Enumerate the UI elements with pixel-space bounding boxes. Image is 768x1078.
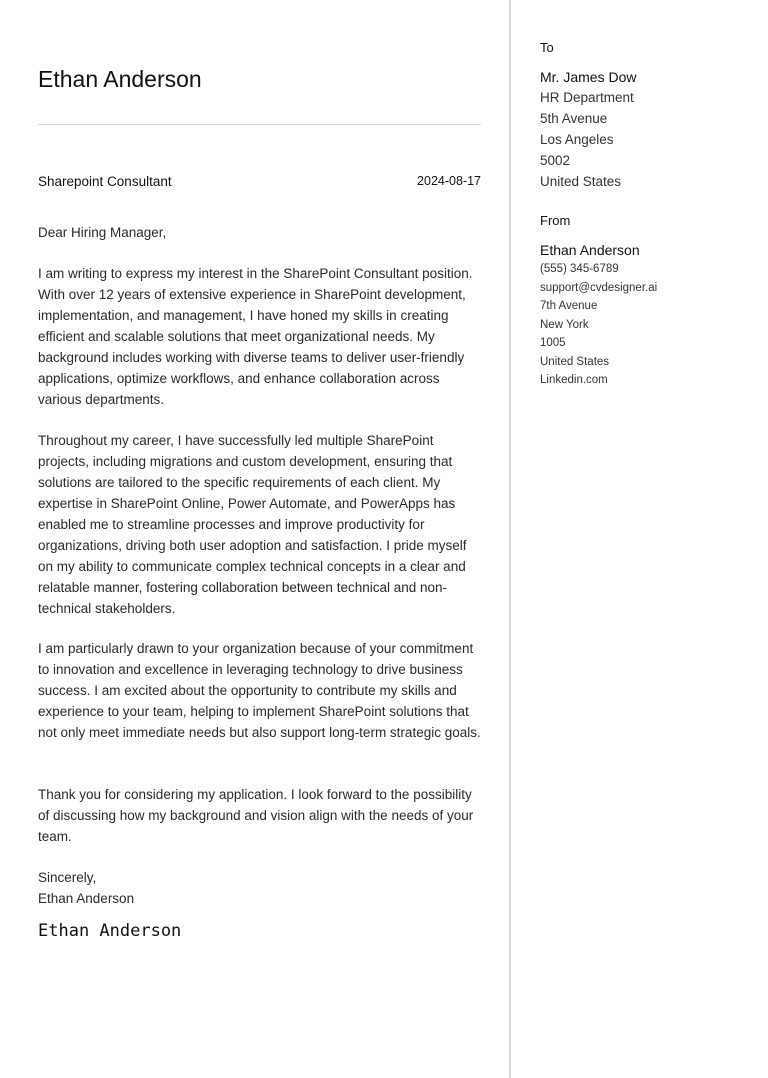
signature: Ethan Anderson bbox=[38, 921, 182, 941]
from-zip: 1005 bbox=[540, 337, 566, 349]
recipient-city: Los Angeles bbox=[540, 132, 614, 147]
recipient-department: HR Department bbox=[540, 90, 634, 105]
paragraph-1: I am writing to express my interest in the SharePoint Consultant position. With over 12 years of extensive experience in SharePoint development, implementation, and management, I have honed my skills in creating efficient and scalable solutions that meet organizational needs. My background includes working with diverse teams to deliver user-friendly applications, optimize workflows, and enhance collaboration across various departments. bbox=[38, 266, 473, 407]
paragraph-2: Throughout my career, I have successfully led multiple SharePoint projects, including migrations and custom development, ensuring that solutions are tailored to the specific requirements of each client. My expertise in SharePoint Online, Power Automate, and PowerApps has enabled me to streamline processes and improve productivity for organizations, driving both user adoption and satisfaction. I pride myself on my ability to communicate complex technical concepts in a clear and relatable manner, fostering collaboration between technical and non-technical stakeholders. bbox=[38, 433, 467, 616]
letter-date: 2024-08-17 bbox=[417, 174, 481, 188]
from-street: 7th Avenue bbox=[540, 300, 598, 312]
from-city: New York bbox=[540, 319, 589, 331]
recipient-country: United States bbox=[540, 174, 622, 189]
recipient-street: 5th Avenue bbox=[540, 111, 608, 126]
from-label: From bbox=[540, 213, 571, 228]
paragraph-3: I am particularly drawn to your organization because of your commitment to innovation and excellence in leveraging technology to drive business success. I am excited about the opportunity to contribute my skills and experience to your team, helping to implement SharePoint solutions that not only meet immediate needs but also support long-term strategic goals. bbox=[38, 641, 481, 740]
column-divider bbox=[509, 0, 511, 1078]
recipient-zip: 5002 bbox=[540, 153, 571, 168]
recipient-name: Mr. James Dow bbox=[540, 69, 637, 85]
paragraph-4: Thank you for considering my application. I look forward to the possibility of discussing how my background and vision align with the needs of your team. bbox=[38, 787, 474, 844]
from-country: United States bbox=[540, 356, 610, 368]
greeting: Dear Hiring Manager, bbox=[38, 225, 167, 240]
from-phone: (555) 345-6789 bbox=[540, 263, 619, 275]
position-title: Sharepoint Consultant bbox=[38, 174, 172, 189]
from-linkedin: Linkedin.com bbox=[540, 374, 608, 386]
from-name: Ethan Anderson bbox=[540, 242, 640, 258]
sender-name-heading: Ethan Anderson bbox=[38, 66, 202, 92]
closing-name: Ethan Anderson bbox=[38, 891, 135, 906]
closing: Sincerely, bbox=[38, 870, 97, 885]
to-label: To bbox=[540, 40, 554, 55]
header-divider bbox=[38, 124, 481, 125]
from-email: support@cvdesigner.ai bbox=[540, 282, 658, 294]
